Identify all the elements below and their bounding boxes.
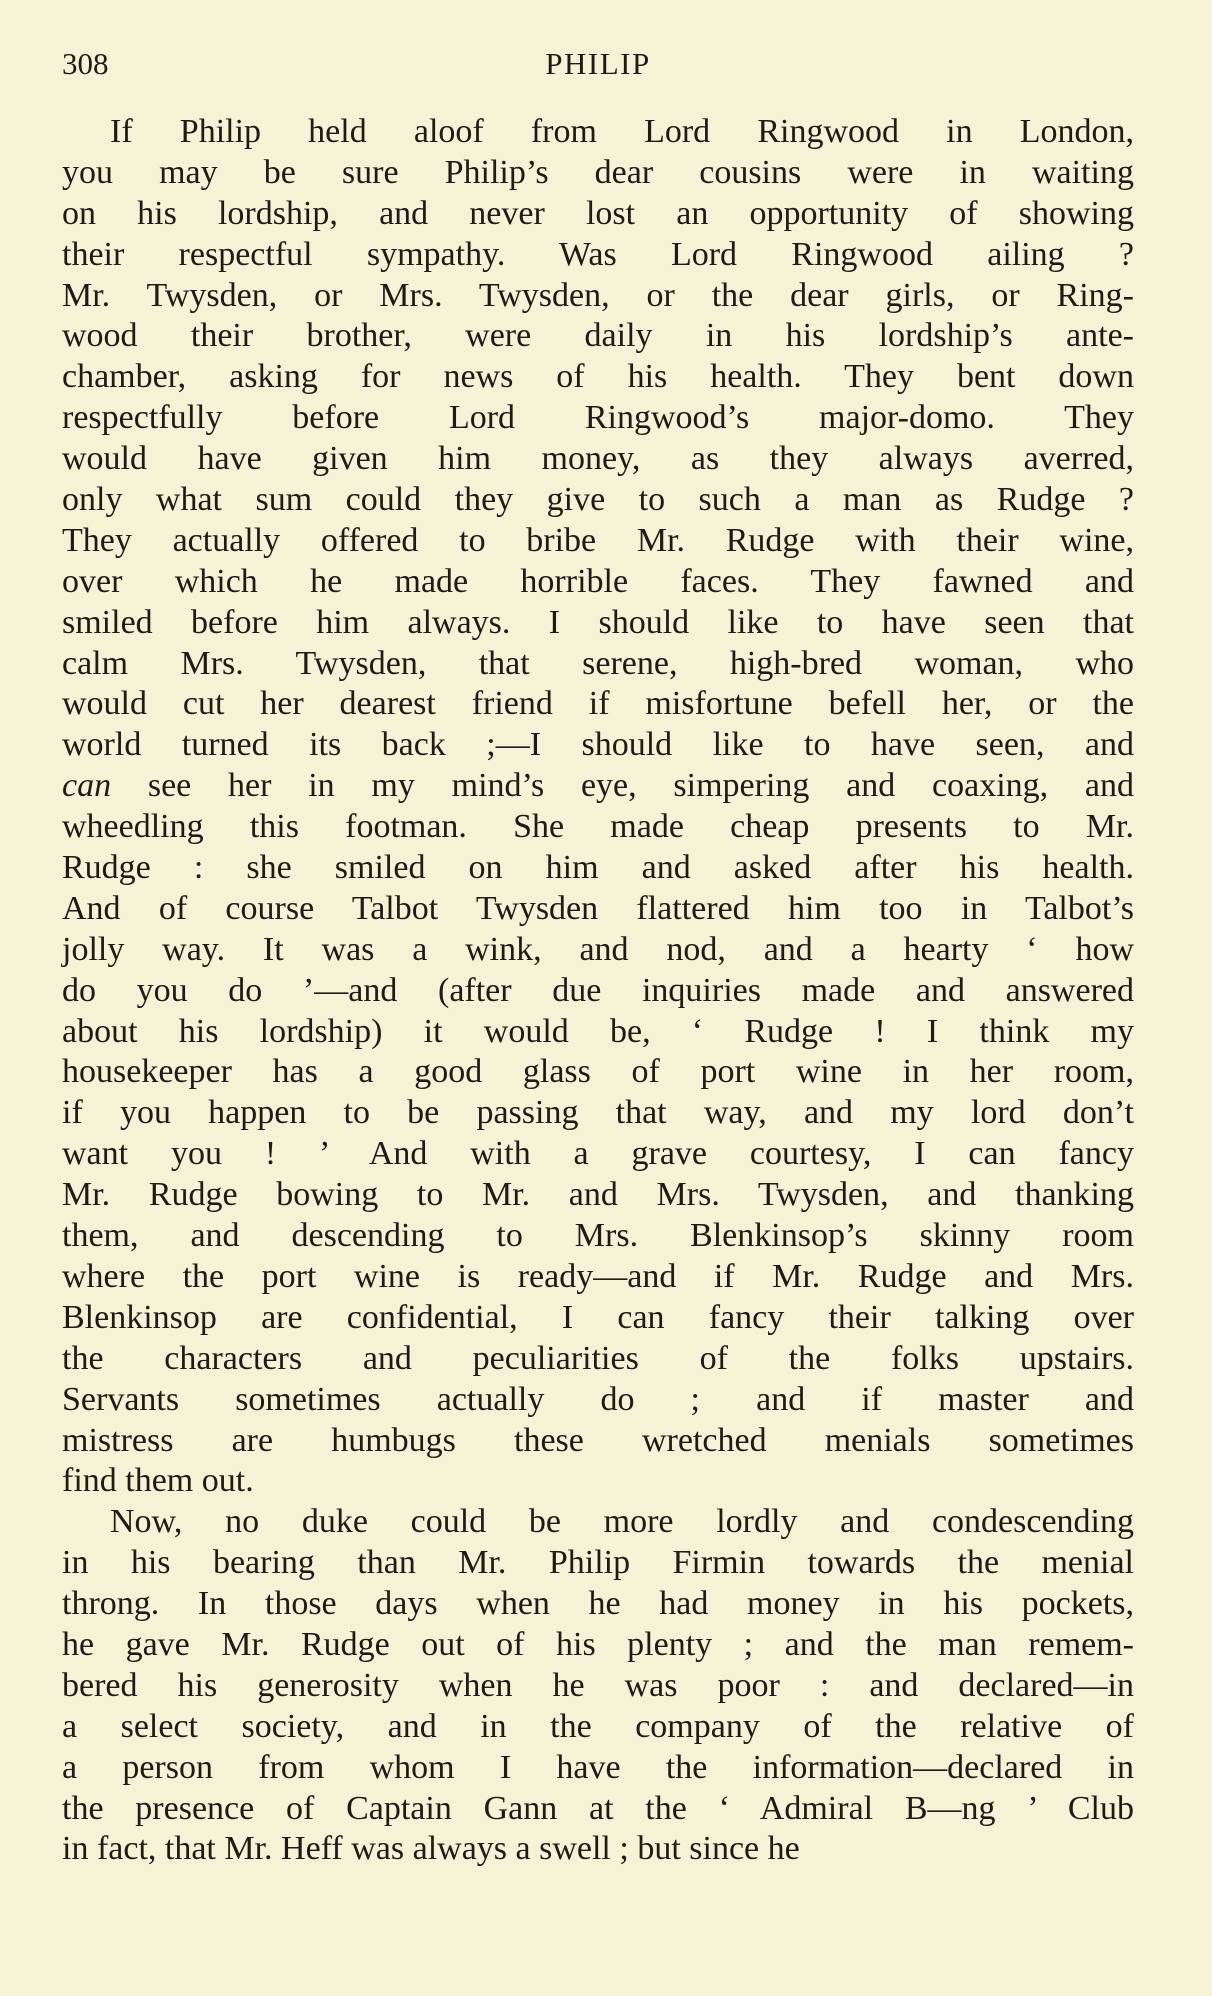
text-line: find them out. (62, 1462, 254, 1500)
running-head (62, 44, 1134, 84)
text-line: throng. In those days when he had money in his pockets, (62, 1585, 1134, 1623)
text-line: in his bearing than Mr. Philip Firmin towards the menial (62, 1544, 1134, 1582)
text-line: world turned its back ;—I should like to have seen, and (62, 726, 1134, 764)
text-line: They actually offered to bribe Mr. Rudge with their wine, (62, 521, 1134, 559)
text-line: chamber, asking for news of his health. They bent down (62, 358, 1134, 396)
text-line: calm Mrs. Twysden, that serene, high-bred woman, who (62, 644, 1134, 682)
text-line: wood their brother, were daily in his lordship’s ante- (62, 317, 1134, 355)
page-number: 308 (62, 46, 109, 81)
text-line: bered his generosity when he was poor : and declared—in (62, 1666, 1134, 1704)
text-line: Now, no duke could be more lordly and condescending (110, 1503, 1134, 1541)
text-line: if you happen to be passing that way, and my lord don’t (62, 1094, 1134, 1132)
text-line: respectfully before Lord Ringwood’s major-domo. They (62, 399, 1134, 437)
text-line: smiled before him always. I should like to have seen that (62, 603, 1134, 641)
text-line: can see her in my mind’s eye, simpering and coaxing, and (62, 767, 1134, 805)
text-line: Servants sometimes actually do ; and if master and (62, 1380, 1134, 1418)
text-line: jolly way. It was a wink, and nod, and a hearty ‘ how (62, 930, 1134, 968)
text-line: them, and descending to Mrs. Blenkinsop’s skinny room (62, 1217, 1134, 1255)
text-line: Mr. Rudge bowing to Mr. and Mrs. Twysden, and thanking (62, 1176, 1134, 1214)
running-title: PHILIP (545, 46, 651, 81)
text-line: would have given him money, as they always averred, (62, 440, 1134, 478)
text-line: want you ! ’ And with a grave courtesy, I can fancy (62, 1135, 1134, 1173)
text-line: a person from whom I have the information—declared in (62, 1748, 1134, 1786)
text-line: the characters and peculiarities of the folks upstairs. (62, 1339, 1134, 1377)
text-line: the presence of Captain Gann at the ‘ Admiral B—ng ’ Club (62, 1789, 1134, 1827)
text-line: Rudge : she smiled on him and asked after his health. (62, 849, 1134, 887)
text-line: where the port wine is ready—and if Mr. Rudge and Mrs. (62, 1257, 1134, 1295)
text-line: If Philip held aloof from Lord Ringwood in London, (110, 113, 1134, 150)
text-line: housekeeper has a good glass of port wine in her room, (62, 1053, 1134, 1091)
text-line: Mr. Twysden, or Mrs. Twysden, or the dear girls, or Ring- (62, 276, 1134, 314)
text-line: would cut her dearest friend if misfortune befell her, or the (62, 685, 1134, 723)
text-line: do you do ’—and (after due inquiries made and answered (62, 971, 1134, 1009)
text-line: wheedling this footman. She made cheap presents to Mr. (62, 808, 1134, 846)
text-line: you may be sure Philip’s dear cousins were in waiting (62, 153, 1134, 191)
text-line: mistress are humbugs these wretched menials sometimes (62, 1421, 1134, 1459)
text-line: only what sum could they give to such a man as Rudge ? (62, 481, 1134, 519)
body-text (62, 112, 1134, 1870)
text-line: their respectful sympathy. Was Lord Ringwood ailing ? (62, 235, 1134, 273)
text-line: on his lordship, and never lost an opportunity of showing (62, 194, 1134, 232)
text-line: over which he made horrible faces. They fawned and (62, 562, 1134, 600)
text-line: about his lordship) it would be, ‘ Rudge ! I think my (62, 1012, 1134, 1050)
text-line: he gave Mr. Rudge out of his plenty ; and the man remem- (62, 1625, 1134, 1663)
text-line: Blenkinsop are confidential, I can fancy their talking over (62, 1298, 1134, 1336)
text-line: a select society, and in the company of the relative of (62, 1707, 1134, 1745)
text-line: in fact, that Mr. Heff was always a swell ; but since he (62, 1830, 800, 1868)
text-line: And of course Talbot Twysden flattered him too in Talbot’s (62, 889, 1134, 927)
